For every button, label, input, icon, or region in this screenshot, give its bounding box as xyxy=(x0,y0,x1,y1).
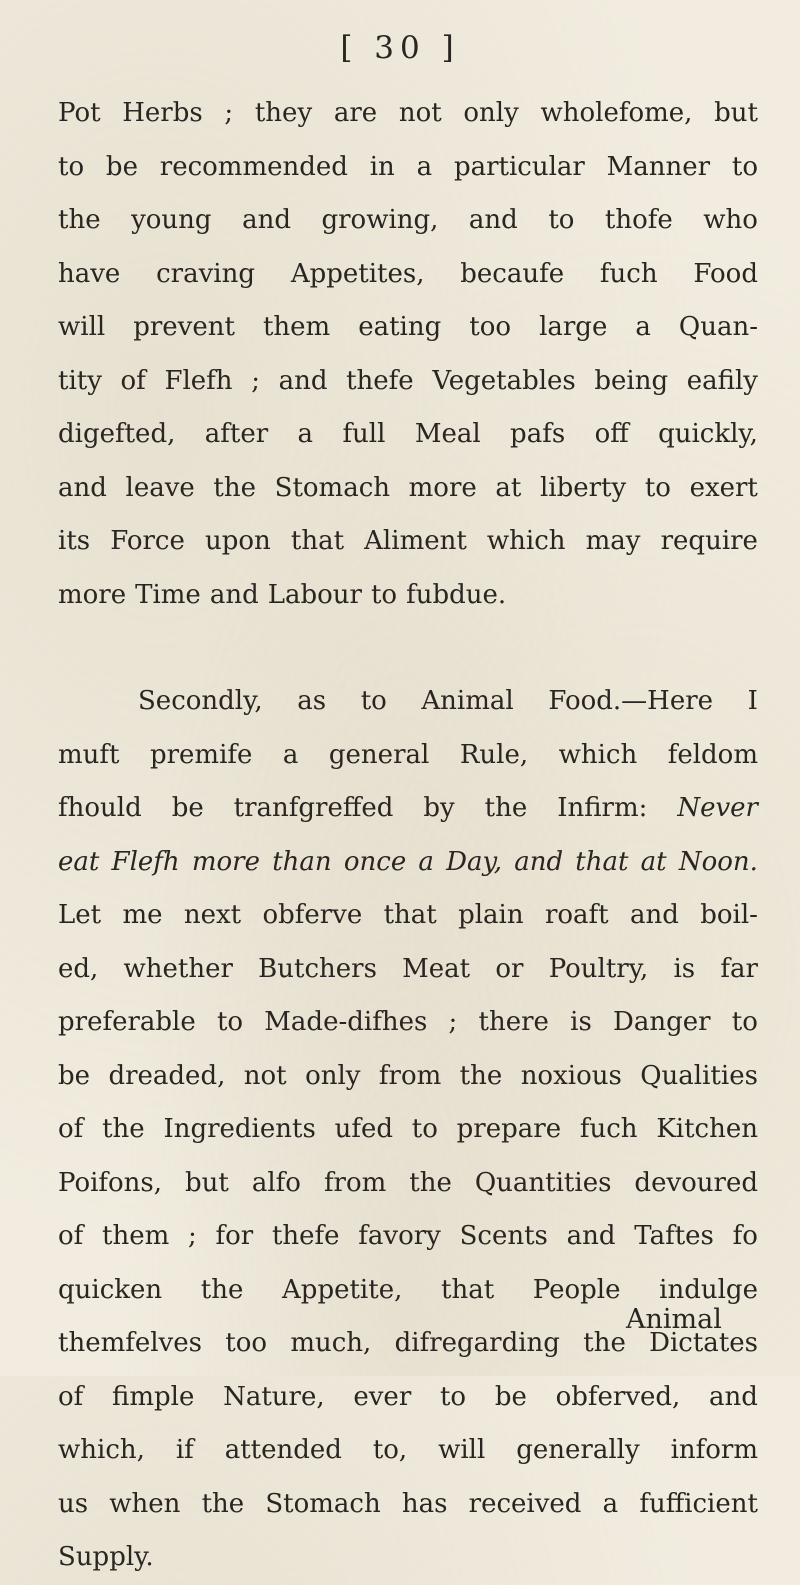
text-line xyxy=(58,1103,758,1157)
word: be xyxy=(105,151,138,182)
page-number: [ 30 ] xyxy=(340,30,460,66)
word: preferable xyxy=(58,1007,196,1037)
word: attended xyxy=(224,1435,342,1465)
word: Taftes xyxy=(634,1221,714,1251)
word: fhould xyxy=(58,793,142,823)
word: to, xyxy=(372,1435,408,1465)
word: Kitchen xyxy=(656,1114,758,1144)
word: Labour xyxy=(267,579,362,610)
word: and xyxy=(629,900,679,930)
word: noxious xyxy=(520,1060,622,1091)
text-line xyxy=(58,889,758,943)
word: themfelves xyxy=(58,1328,202,1358)
word: eat xyxy=(58,846,100,877)
word: boil- xyxy=(700,900,758,930)
word: Scents xyxy=(459,1221,548,1251)
word: ; xyxy=(187,1221,197,1251)
word: ; xyxy=(224,98,234,128)
word: and xyxy=(566,1221,616,1251)
word: pafs xyxy=(510,419,566,449)
word: of xyxy=(58,1221,84,1251)
word: only xyxy=(305,1060,361,1091)
word: thofe xyxy=(604,205,673,235)
text-line xyxy=(58,996,758,1050)
word: Food xyxy=(693,258,758,289)
word: more xyxy=(408,472,477,503)
text-line xyxy=(58,1478,758,1532)
word: is xyxy=(570,1007,592,1037)
word: and xyxy=(709,1381,758,1412)
word: whether xyxy=(123,953,233,984)
word: from xyxy=(378,1060,442,1091)
word: dreaded, xyxy=(108,1060,226,1091)
word: but xyxy=(714,98,758,128)
word: Danger xyxy=(613,1007,711,1037)
word: Aliment xyxy=(364,526,467,556)
word: fuch xyxy=(599,258,658,289)
word: they xyxy=(254,98,313,128)
word: Never xyxy=(677,793,758,823)
word: the xyxy=(201,1488,245,1519)
word: from xyxy=(323,1167,387,1198)
text-line xyxy=(58,355,758,409)
word: wholefome, xyxy=(540,98,693,128)
word: feldom xyxy=(667,739,758,770)
word: fufficient xyxy=(639,1488,758,1519)
word: Let xyxy=(58,900,102,930)
word: than xyxy=(272,846,332,877)
word: and xyxy=(278,365,328,396)
word: in xyxy=(369,151,395,182)
word: Meal xyxy=(414,419,481,449)
word: ed, xyxy=(58,953,99,984)
word: only xyxy=(463,98,519,128)
word: the xyxy=(409,1167,452,1198)
word: to xyxy=(439,1381,467,1412)
word: the xyxy=(213,472,257,503)
word: of xyxy=(58,1114,84,1144)
word: which xyxy=(486,526,566,556)
word: Ingredients xyxy=(163,1114,316,1144)
word: and xyxy=(468,205,518,235)
word: for xyxy=(215,1221,254,1251)
word: the xyxy=(484,793,528,823)
text-line xyxy=(58,729,758,783)
word: Meat xyxy=(402,953,471,984)
word: muft xyxy=(58,739,120,770)
word: Infirm: xyxy=(557,793,648,823)
text-line xyxy=(58,248,758,302)
word: me xyxy=(122,900,163,930)
text-line xyxy=(58,301,758,355)
word: the xyxy=(459,1060,503,1091)
text-line xyxy=(58,569,758,623)
text-line xyxy=(58,194,758,248)
word: large xyxy=(539,312,608,342)
word: recommended xyxy=(159,151,348,182)
word: will xyxy=(58,312,106,342)
word: leave xyxy=(125,472,195,503)
word: craving xyxy=(156,258,256,289)
word: of xyxy=(58,1381,84,1412)
word: quickly, xyxy=(658,419,758,449)
word: at xyxy=(495,472,522,503)
word: if xyxy=(175,1435,194,1465)
word: to xyxy=(731,151,758,182)
word: thefe xyxy=(271,1221,340,1251)
word: devoured xyxy=(634,1167,758,1198)
word: Noon. xyxy=(678,846,758,877)
text-line xyxy=(58,462,758,516)
word: when xyxy=(109,1488,181,1519)
word: its xyxy=(58,526,91,556)
word: premife xyxy=(149,739,253,770)
body-text xyxy=(58,87,758,1585)
word: eafily xyxy=(686,365,758,396)
word: Pot xyxy=(58,98,101,128)
word: are xyxy=(333,98,378,128)
word: fubdue. xyxy=(406,579,507,610)
word: young xyxy=(131,205,212,235)
word: fo xyxy=(732,1221,758,1251)
word: obferved, xyxy=(555,1381,681,1412)
word: and xyxy=(514,846,564,877)
word: a xyxy=(418,846,434,877)
word: Animal xyxy=(421,686,514,716)
word: to xyxy=(731,1007,758,1037)
word: which xyxy=(558,739,638,770)
word: that xyxy=(441,1274,495,1305)
word: Vegetables xyxy=(432,365,576,396)
text-line xyxy=(58,675,758,729)
word: once xyxy=(343,846,407,877)
word: and xyxy=(58,472,107,503)
text-line xyxy=(58,141,758,195)
word: that xyxy=(575,846,629,877)
word: to xyxy=(370,579,398,610)
word: and xyxy=(242,205,291,235)
word: inform xyxy=(670,1435,758,1465)
word: Quan- xyxy=(678,312,758,342)
word: a xyxy=(635,312,651,342)
text-line xyxy=(58,1210,758,1264)
word: quicken xyxy=(58,1274,163,1305)
word: us xyxy=(58,1488,89,1519)
word: that xyxy=(383,900,437,930)
word: difregarding xyxy=(394,1328,560,1358)
word: be xyxy=(494,1381,527,1412)
word: more xyxy=(58,579,127,610)
text-line xyxy=(58,408,758,462)
word: obferve xyxy=(262,900,363,930)
word: off xyxy=(594,419,629,449)
word: the xyxy=(200,1274,244,1305)
word: Made-difhes xyxy=(264,1007,428,1037)
text-line xyxy=(58,1371,758,1425)
word: is xyxy=(673,953,696,984)
catchword: Animal xyxy=(626,1304,722,1335)
word: not xyxy=(398,98,442,128)
word: received xyxy=(468,1488,582,1519)
word: Appetites, xyxy=(290,258,425,289)
word: after xyxy=(204,419,269,449)
word: and xyxy=(209,579,259,610)
word: being xyxy=(594,365,669,396)
word: to xyxy=(644,472,671,503)
word: Time xyxy=(135,579,201,610)
word: Day, xyxy=(446,846,502,877)
word: Poultry, xyxy=(548,953,649,984)
word: require xyxy=(660,526,758,556)
word: plain xyxy=(458,900,524,930)
word: ufed xyxy=(334,1114,393,1144)
word: fimple xyxy=(112,1381,195,1412)
text-line xyxy=(58,1531,758,1585)
word: Stomach xyxy=(265,1488,381,1519)
word: Supply. xyxy=(58,1542,154,1572)
text-line xyxy=(58,1157,758,1211)
word: particular xyxy=(453,151,585,182)
word: too xyxy=(469,312,512,342)
word: prepare xyxy=(456,1114,562,1144)
word: roaft xyxy=(544,900,609,930)
word: becaufe xyxy=(460,258,565,289)
word: to xyxy=(216,1007,244,1037)
word: growing, xyxy=(321,205,439,235)
word: prevent xyxy=(133,312,235,342)
text-line xyxy=(58,1050,758,1104)
word: them xyxy=(102,1221,170,1251)
word: alfo xyxy=(251,1167,301,1198)
word: not xyxy=(243,1060,287,1091)
word: next xyxy=(183,900,242,930)
word: a xyxy=(282,739,299,770)
word: Herbs xyxy=(122,98,203,128)
word: as xyxy=(297,686,327,716)
word: generally xyxy=(516,1435,640,1465)
word: will xyxy=(438,1435,486,1465)
word: a xyxy=(416,151,433,182)
word: ; xyxy=(251,365,260,396)
word: to xyxy=(548,205,575,235)
word: of xyxy=(120,365,146,396)
word: too xyxy=(225,1328,268,1358)
word: by xyxy=(423,793,455,823)
text-line xyxy=(58,782,758,836)
word: Quantities xyxy=(474,1167,612,1198)
word: fuch xyxy=(579,1114,638,1144)
word: who xyxy=(703,205,758,235)
word: be xyxy=(58,1060,91,1091)
word: Dictates xyxy=(649,1328,758,1358)
word: which, xyxy=(58,1435,145,1465)
word: ever xyxy=(353,1381,412,1412)
word: may xyxy=(585,526,641,556)
word: Flefh xyxy=(111,846,180,877)
word: at xyxy=(640,846,667,877)
word: has xyxy=(401,1488,448,1519)
word: a xyxy=(297,419,314,449)
word: eating xyxy=(358,312,442,342)
word: more xyxy=(191,846,260,877)
word: Rule, xyxy=(459,739,529,770)
word: indulge xyxy=(659,1274,758,1305)
word: tranfgreffed xyxy=(233,793,394,823)
word: Stomach xyxy=(274,472,391,503)
word: Appetite, xyxy=(282,1274,403,1305)
word: liberty xyxy=(539,472,627,503)
word: there xyxy=(478,1007,549,1037)
text-line xyxy=(58,515,758,569)
word: much, xyxy=(290,1328,372,1358)
word: upon xyxy=(204,526,271,556)
word: thefe xyxy=(346,365,414,396)
word: tity xyxy=(58,365,102,396)
text-line xyxy=(58,943,758,997)
word: Flefh xyxy=(164,365,233,396)
word: have xyxy=(58,258,121,289)
word: a xyxy=(602,1488,619,1519)
text-line xyxy=(58,1424,758,1478)
word: full xyxy=(342,419,386,449)
text-line xyxy=(58,836,758,890)
word: the xyxy=(102,1114,145,1144)
word: far xyxy=(720,953,758,984)
word: Manner xyxy=(606,151,711,182)
word: be xyxy=(171,793,204,823)
word: People xyxy=(532,1274,621,1305)
word: ; xyxy=(448,1007,458,1037)
word: but xyxy=(185,1167,229,1198)
word: Secondly, xyxy=(138,686,263,716)
word: the xyxy=(583,1328,626,1358)
word: Nature, xyxy=(223,1381,325,1412)
word: Poifons, xyxy=(58,1167,163,1198)
word: the xyxy=(58,205,101,235)
word: to xyxy=(58,151,85,182)
word: Food.—Here xyxy=(548,686,714,716)
word: Qualities xyxy=(640,1060,758,1091)
text-line xyxy=(58,87,758,141)
word: that xyxy=(290,526,345,556)
word: I xyxy=(747,686,758,716)
word: favory xyxy=(358,1221,441,1251)
word: to xyxy=(411,1114,438,1144)
word: them xyxy=(262,312,331,342)
word: digefted, xyxy=(58,419,176,449)
word: Force xyxy=(110,526,185,556)
word: general xyxy=(328,739,430,770)
word: or xyxy=(495,953,524,984)
word: exert xyxy=(689,472,758,503)
word: Butchers xyxy=(258,953,377,984)
word: to xyxy=(360,686,387,716)
